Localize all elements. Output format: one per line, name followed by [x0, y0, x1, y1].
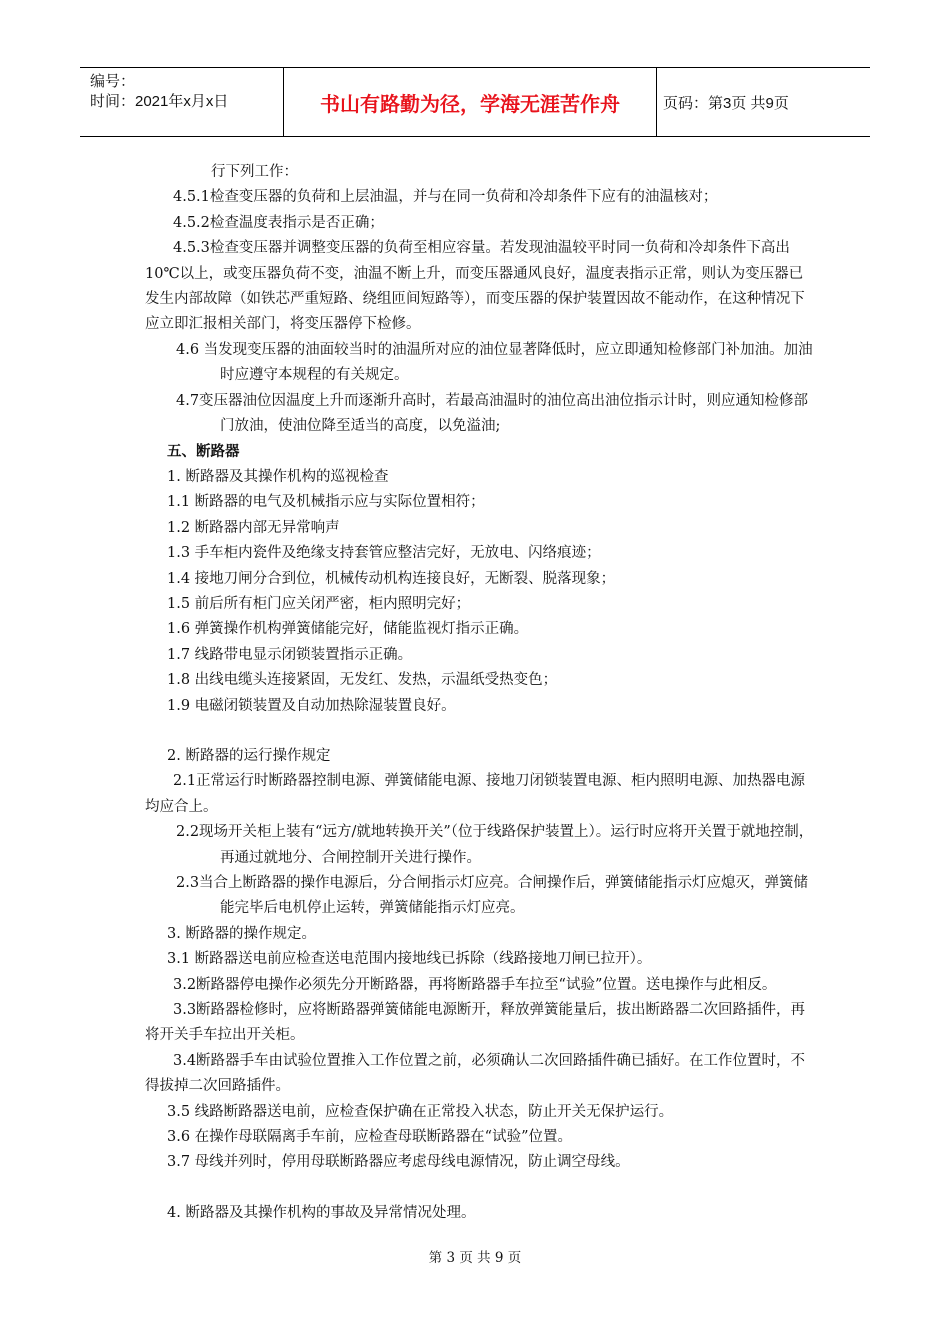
header-page-label: 页码：第3页 共9页 — [663, 94, 789, 112]
paragraph: 3. 断路器的操作规定。 — [167, 925, 316, 942]
paragraph: 4.5.1检查变压器的负荷和上层油温，并与在同一负荷和冷却条件下应有的油温核对； — [173, 189, 718, 206]
list-item: 1.1 断路器的电气及机械指示应与实际位置相符； — [167, 494, 485, 511]
paragraph: 4. 断路器及其操作机构的事故及异常情况处理。 — [167, 1204, 476, 1221]
list-item: 1.5 前后所有柜门应关闭严密，柜内照明完好； — [167, 595, 471, 612]
list-item: 3.7 母线并列时，停用母联断路器应考虑母线电源情况，防止调空母线。 — [167, 1154, 630, 1171]
doc-time-label: 时间：2021年x月x日 — [90, 93, 229, 110]
paragraph: 3.4断路器手车由试验位置推入工作位置之前，必须确认二次回路插件确已插好。在工作位置时，不得拔掉二次回路插件。 — [145, 1052, 806, 1095]
list-item: 1.3 手车柜内瓷件及绝缘支持套管应整洁完好，无放电、闪络痕迹； — [167, 545, 601, 562]
list-item: 3.6 在操作母联隔离手车前，应检查母联断路器在“试验”位置。 — [167, 1129, 572, 1146]
spacer — [145, 719, 815, 744]
paragraph: 4.5.3检查变压器并调整变压器的负荷至相应容量。若发现油温较平时同一负荷和冷却条件下高出10℃以上，或变压器负荷不变，油温不断上升，而变压器通风良好，温度表指示正常，则认为变压器已发生内部故障（如铁芯严重短路、绕组匝间短路等），而变压器的保护装置因故不能动作，在这种情况下应立即汇报相关部门，将变压器停下检修。 — [145, 240, 805, 333]
paragraph: 行下列工作： — [211, 164, 298, 180]
paragraph: 3.2断路器停电操作必须先分开断路器，再将断路器手车拉至“试验”位置。送电操作与此相反。 — [173, 976, 777, 993]
list-item: 1.8 出线电缆头连接紧固，无发红、发热，示温纸受热变色； — [167, 672, 558, 689]
paragraph: 1. 断路器及其操作机构的巡视检查 — [167, 468, 389, 485]
paragraph: 4.5.2检查温度表指示是否正确； — [173, 214, 384, 231]
list-item: 1.9 电磁闭锁装置及自动加热除湿装置良好。 — [167, 697, 456, 714]
list-item: 3.5 线路断路器送电前，应检查保护确在正常投入状态，防止开关无保护运行。 — [167, 1103, 674, 1120]
list-item: 3.1 断路器送电前应检查送电范围内接地线已拆除（线路接地刀闸已拉开）。 — [167, 951, 652, 968]
spacer — [145, 1176, 815, 1201]
section-heading: 五、断路器 — [167, 443, 240, 461]
paragraph: 2. 断路器的运行操作规定 — [167, 747, 331, 764]
list-item: 1.7 线路带电显示闭锁装置指示正确。 — [167, 646, 413, 663]
header-motto: 书山有路勤为径，学海无涯苦作舟 — [283, 68, 657, 136]
paragraph: 2.3当合上断路器的操作电源后，分合闸指示灯应亮。合闸操作后，弹簧储能指示灯应熄灭，弹簧储能完毕后电机停止运转，弹簧储能指示灯应亮。 — [176, 874, 809, 917]
header-meta — [80, 68, 283, 136]
list-item: 1.4 接地刀闸分合到位，机械传动机构连接良好，无断裂、脱落现象； — [167, 570, 616, 587]
page-header — [80, 67, 870, 137]
doc-number-label: 编号： — [90, 73, 136, 90]
paragraph: 2.1正常运行时断路器控制电源、弹簧储能电源、接地刀闭锁装置电源、柜内照明电源、加热器电源均应合上。 — [145, 773, 806, 815]
list-item: 1.2 断路器内部无异常响声 — [167, 519, 340, 536]
paragraph: 3.3断路器检修时，应将断路器弹簧储能电源断开，释放弹簧能量后，拔出断路器二次回路插件，再将开关手车拉出开关柜。 — [145, 1002, 806, 1044]
list-item: 1.6 弹簧操作机构弹簧储能完好，储能监视灯指示正确。 — [167, 621, 529, 638]
paragraph: 2.2现场开关柜上装有“远方/就地转换开关”（位于线路保护装置上）。运行时应将开关置于就地控制，再通过就地分、合闸控制开关进行操作。 — [176, 824, 814, 866]
paragraph: 4.6 当发现变压器的油面较当时的油温所对应的油位显著降低时，应立即通知检修部门补加油。加油时应遵守本规程的有关规定。 — [176, 341, 813, 384]
document-body — [145, 160, 815, 1226]
paragraph: 4.7变压器油位因温度上升而逐渐升高时，若最高油温时的油位高出油位指示计时，则应通知检修部门放油，使油位降至适当的高度，以免溢油; — [176, 392, 809, 435]
page-footer: 第 3 页 共 9 页 — [428, 1250, 522, 1266]
